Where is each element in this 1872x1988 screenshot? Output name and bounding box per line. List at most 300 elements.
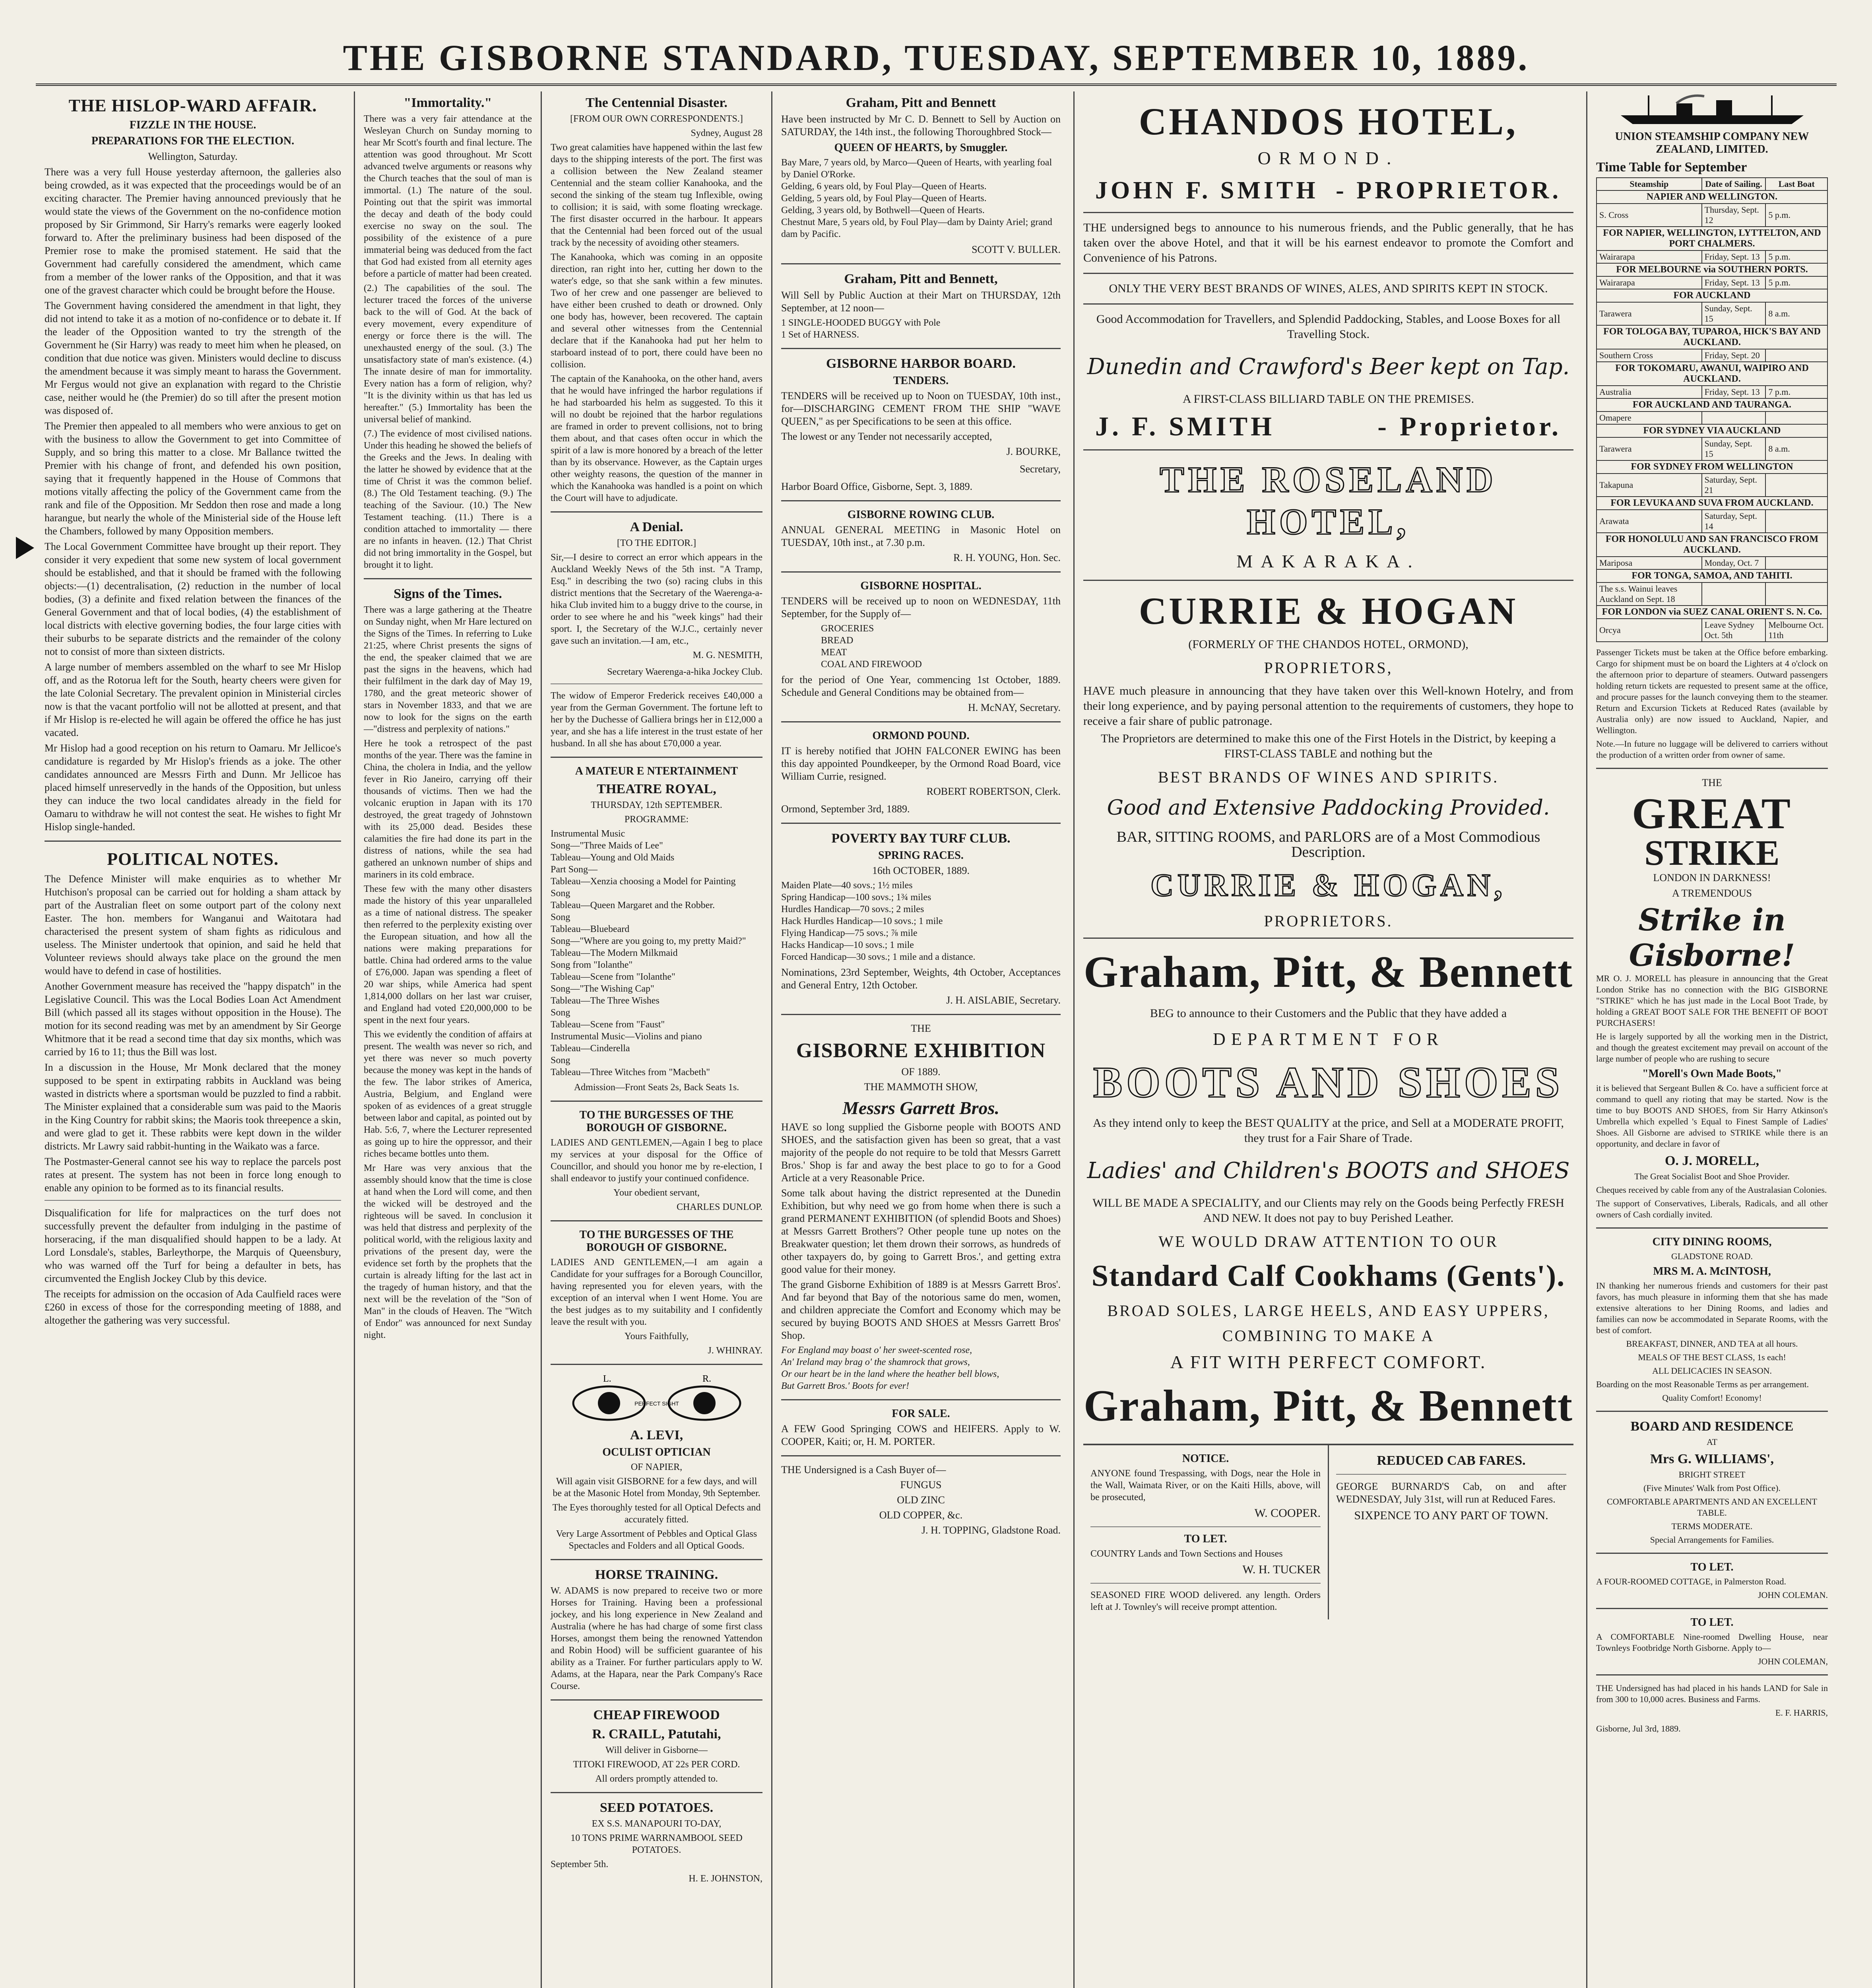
timetable-cell-date (1702, 412, 1766, 424)
timetable-header-row (1597, 178, 1827, 190)
ad-heading: OCULIST OPTICIAN (602, 1446, 711, 1458)
article-paragraph: (2.) The capabilities of the soul. The lecturer traced the forces of the universe back to the will of God. At the back of every movement, every expenditure of energy or force there is the will. The unexhausted energy of the soul. (3.) The unsatisfactory state of man's existence. (4.) The innate desire of man for immortality. Every nation has a form of religion, why? "It is the divinity within us that has led us hereafter." (5.) Immortality has been the universal belief of mankind. (364, 283, 532, 425)
ad-heading: A. LEVI, (630, 1428, 683, 1442)
article-title: "Immortality." (403, 95, 492, 110)
divider (781, 721, 1061, 722)
divider (1596, 1227, 1828, 1229)
ad-heading: THE ROSELAND HOTEL, (1160, 459, 1497, 542)
divider (364, 578, 532, 579)
ad-text: for the period of One Year, commencing 1st October, 1889. Schedule and General Conditions may be obtained from— (781, 674, 1061, 698)
signature: Secretary Waerenga-a-hika Jockey Club. (607, 667, 762, 677)
article-title: POLITICAL NOTES. (107, 849, 279, 869)
timetable-cell-date: Monday, Oct. 7 (1702, 557, 1766, 569)
ad-subheading: WE WOULD DRAW ATTENTION TO OUR (1158, 1233, 1498, 1250)
ad-text: Admission—Front Seats 2s, Back Seats 1s. (574, 1082, 739, 1093)
ad-heading: TO THE BURGESSES OF THE BOROUGH OF GISBORNE. (579, 1229, 734, 1254)
divider (781, 348, 1061, 349)
timetable-cell-date: Leave Sydney Oct. 5th (1702, 619, 1766, 642)
ad-text: ONLY THE VERY BEST BRANDS OF WINES, ALES, AND SPIRITS KEPT IN STOCK. (1109, 282, 1548, 295)
column-5 (1073, 91, 1582, 1988)
ad-subheading: A FIT WITH PERFECT COMFORT. (1170, 1352, 1487, 1372)
timetable-row (1597, 204, 1827, 227)
timetable-cell-date: Sunday, Sept. 15 (1702, 302, 1766, 325)
article-paragraph: Disqualification for life for malpractices on the turf does not successfully prevent the defaulter from indulging in the pastime of horseracing, if the man disqualified should happen to be a lady. At Lord Lonsdale's, stables, Barleythorpe, the Marquis of Queensbury, who was warned off the Turf for being a defaulter in bets, has circumvented the English Jockey Club by this device. (45, 1207, 341, 1284)
article-paragraph: The Postmaster-General cannot see his way to replace the parcels post rates at present. The system has not been in force long enough to enable any opinion to be formed as to its financial results. (45, 1156, 341, 1194)
article-paragraph: The Defence Minister will make enquiries as to whether Mr Hutchison's proposal can be carried out for holding a sham attack by part of the Australian fleet on some outport part of the colony next Easter. The hon. members for Wanganui and Waitotara had characterised the present system of sham fights as ridiculous and useless. The Minister undertook that opinion, and said he held that Volunteer reviews should always take place on the ground the men would have to defend in case of hostilities. (45, 873, 341, 977)
divider (551, 1220, 762, 1221)
bottom-ads (1083, 1444, 1573, 1619)
article-paragraph: The widow of Emperor Frederick receives £40,000 a year from the German Government. The fortune left to her by the Duchesse of Galliera brings her in £12,000 a year, and she has a life interest in the trust estate of her husband. In all she has about £70,000 a year. (551, 691, 762, 749)
article-paragraph: The Premier then appealed to all members who were anxious to get on with the business to allow the Government to get into Committee of Supply, and so bring this matter to a close. Mr Ballance twitted the Premier with his change of front, and defended his own position, saying that it frequently happened in the House of Commons that motions vitally affecting the policy of the Government came from the rank and file of the Opposition. Mr Seddon then rose and made a long harangue, but nearly the whole of the Ministerial side of the House left the Chambers, followed by many Opposition members. (45, 420, 341, 537)
signature: H. McNAY, Secretary. (968, 702, 1061, 713)
ad-text: LONDON IN DARKNESS! (1653, 872, 1771, 883)
timetable-destination: NAPIER AND WELLINGTON. (1597, 190, 1827, 204)
ad-box-left (1083, 1445, 1328, 1619)
article-paragraph: There was a very fair attendance at the Wesleyan Church on Sunday morning to hear Mr Scott's fourth and final lecture. The attention was good throughout. Mr Scott advanced twelve arguments or reasons why the Church teaches that the soul of man is immortal. (1.) The nature of the soul. Pointing out that the spirit was immortal the decay and death of the body could exercise no sway on the soul. The possibility of the existence of a pure immaterial being was deduced from the fact that God had existed from all eternity ages before a particle of matter had been created. (364, 114, 532, 279)
timetable-destination: FOR LONDON via SUEZ CANAL ORIENT S. N. Co. (1597, 606, 1827, 619)
ad-text: GLADSTONE ROAD. (1671, 1251, 1753, 1261)
ad-heading: BOARD AND RESIDENCE (1630, 1419, 1794, 1434)
ad-heading: ORMOND POUND. (872, 730, 970, 742)
timetable-cell-ship: Wairarapa (1597, 250, 1702, 263)
ad-text: AT (1707, 1437, 1717, 1447)
column-2 (354, 91, 541, 1988)
timetable-destination-row (1597, 190, 1827, 204)
ad-text: TENDERS will be received up to noon on WEDNESDAY, 11th September, for the Supply of— (781, 595, 1061, 619)
ad-text: OF 1889. (901, 1066, 941, 1077)
ad-text: BRIGHT STREET (1678, 1470, 1746, 1479)
ad-text: THE Undersigned is a Cash Buyer of— (781, 1464, 946, 1475)
article-paragraph: Sir,—I desire to correct an error which appears in the Auckland Weekly News of the 5th inst. "A Tramp, Esq." in describing the two (so) racing clubs in this district mentions that the Secretary of the Waerenga-a-hika Club invited him to a buggy drive to the course, in order to see where he and his "week kings" had their sport. I, the Secretary of the W.J.C., certainly never gave such an invitation.—I am, etc., (551, 552, 762, 646)
timetable-destination-row (1597, 398, 1827, 412)
ad-text: Have been instructed by Mr C. D. Bennett to Sell by Auction on SATURDAY, the 14th inst., the following Thoroughbred Stock— (781, 113, 1061, 138)
timetable-destination-row (1597, 424, 1827, 437)
divider (1083, 938, 1573, 939)
ad-heading: Graham, Pitt, & Bennett (1083, 1381, 1573, 1431)
ad-text: Yours Faithfully, (624, 1331, 689, 1342)
supply-list: GROCERIES BREAD MEAT COAL AND FIREWOOD (821, 623, 922, 670)
timetable-destination: FOR NAPIER, WELLINGTON, LYTTELTON, AND PORT CHALMERS. (1597, 227, 1827, 250)
ad-text: The Great Socialist Boot and Shoe Provider. (1634, 1171, 1790, 1181)
ad-text: WILL BE MADE A SPECIALITY, and our Clients may rely on the Goods being Perfectly FRESH AND NEW. It does not pay to buy Perished Leather. (1092, 1196, 1564, 1225)
divider (551, 757, 762, 758)
divider (1090, 1526, 1321, 1527)
ad-text: COMFORTABLE APARTMENTS AND AN EXCELLENT TABLE. (1607, 1497, 1817, 1518)
divider (781, 823, 1061, 824)
signature: E. F. HARRIS, (1775, 1708, 1828, 1718)
column-header: Date of Sailing. (1702, 178, 1766, 190)
ad-text: SIXPENCE TO ANY PART OF TOWN. (1354, 1509, 1548, 1522)
ad-text: A FEW Good Springing COWS and HEIFERS. Apply to W. COOPER, Kaiti; or, H. M. PORTER. (781, 1423, 1061, 1447)
timetable-cell-date: Friday, Sept. 13 (1702, 250, 1766, 263)
timetable-destination: FOR SYDNEY VIA AUCKLAND (1597, 424, 1827, 437)
article-paragraph: (7.) The evidence of most civilised nations. Under this heading he showed the beliefs of the Greeks and the Jews. In dealing with the latter he showed by evidence that at the time of Christ it was the common belief. (8.) The Old Testament teaching. (9.) The teaching of the Saviour. (10.) The New Testament teaching. (11.) There is a condition attached to immortality — there are no infants in heaven. (12.) That Christ did not bring immortality in the Gospel, but brought it to light. (364, 429, 532, 570)
ad-subheading: BROAD SOLES, LARGE HEELS, AND EASY UPPERS, (1107, 1302, 1550, 1320)
ad-text: (Five Minutes' Walk from Post Office). (1643, 1483, 1781, 1493)
ad-heading: Graham, Pitt and Bennett, (844, 272, 998, 286)
ad-heading: Strike in Gisborne! (1629, 902, 1795, 973)
timetable-cell-ship: Wairarapa (1597, 276, 1702, 289)
divider (551, 1364, 762, 1365)
ad-text: The support of Conservatives, Liberals, Radicals, and all other owners of Cash cordially invited. (1596, 1198, 1828, 1219)
ad-heading: GISBORNE HARBOR BOARD. (826, 356, 1016, 371)
ad-text: Gisborne, Jul 3rd, 1889. (1596, 1724, 1681, 1734)
ad-heading: Mrs G. WILLIAMS', (1650, 1452, 1774, 1466)
divider (781, 1455, 1061, 1456)
signature: W. H. TUCKER (1242, 1563, 1321, 1576)
ad-text: TITOKI FIREWOOD, AT 22s PER CORD. (573, 1759, 740, 1770)
ad-text: Harbor Board Office, Gisborne, Sept. 3, 1889. (781, 481, 973, 492)
signature: W. COOPER. (1254, 1507, 1321, 1520)
ad-text: it is believed that Sergeant Bullen & Co. have a sufficient force at command to quell any rioting that may be started. Now is the time to buy BOOTS AND SHOES, from Sir Harry Atkinson's Umbrella which expelled 's Equal to Finest Sample of Ladies' Shoes. All Gisborne are advised to STRIKE while there is an opportunity, and declare in favor of (1596, 1083, 1828, 1149)
timetable-cell-ship: Tarawera (1597, 302, 1702, 325)
article-paragraph: The Kanahooka, which was coming in an opposite direction, ran right into her, cutting her down to the water's edge, so that she sank within a few minutes. Two of her crew and one passenger are believed to have either been crushed to death or drowned. Only one body has, however, been recovered. The captain and several other witnesses from the Centennial declare that if the Kanahooka had put her helm to starboard instead of to port, there could have been no collision. (551, 252, 762, 370)
ad-text: W. ADAMS is now prepared to receive two or more Horses for Training. Having been a professional jockey, and his long experience in New Zealand and Australia (where he has had charge of some first class Horses, amongst them being the renowned Yattendon and Robin Hood) will be sufficient guarantee of his ability as a Trainer. For further particulars apply to W. Adams, at the Hapara, near the Park Company's Race Course. (551, 1586, 762, 1691)
ad-text: LADIES AND GENTLEMEN,—I am again a Candidate for your suffrages for a Borough Councillor, having represented you for eleven years, with the exception of an interval when I went Home. You are the best judges as to my suitability and I confidently leave the result with you. (551, 1257, 762, 1327)
timetable-destination: FOR MELBOURNE via SOUTHERN PORTS. (1597, 263, 1827, 276)
eye-label-left: L. (603, 1374, 611, 1384)
timetable-cell-date: Friday, Sept. 20 (1702, 349, 1766, 362)
ad-heading: NOTICE. (1182, 1452, 1229, 1465)
ad-verse: For England may boast o' her sweet-scented rose, An' Ireland may brag o' the shamrock that grows, Or our heart be in the land where the heather bell blows, But Garrett Bros.' Boots for ever! (781, 1345, 999, 1391)
ad-text: Quality Comfort! Economy! (1662, 1393, 1762, 1403)
divider (1596, 1674, 1828, 1675)
signature: J. BOURKE, (1006, 446, 1061, 457)
proprietor-name: JOHN F. SMITH (1095, 177, 1319, 204)
timetable-cell-date: Friday, Sept. 13 (1702, 386, 1766, 398)
timetable-cell-ship: Mariposa (1597, 557, 1702, 569)
timetable-destination-row (1597, 606, 1827, 619)
divider (1090, 1583, 1321, 1584)
ad-heading: A MATEUR E NTERTAINMENT (575, 765, 738, 777)
ad-text: Boarding on the most Reasonable Terms as per arrangement. (1596, 1379, 1809, 1389)
ad-text: IT is hereby notified that JOHN FALCONER EWING has been this day appointed Poundkeeper, by the Ormond Road Board, vice William Currie, resigned. (781, 745, 1061, 782)
ad-text: Your obedient servant, (613, 1188, 700, 1198)
proprietor-title: - Proprietor. (1377, 411, 1562, 441)
ad-text: He is largely supported by all the working men in the District, and though the greatest excitement may prevail on account of the large number of people who are rushing to secure (1596, 1031, 1828, 1064)
divider (551, 1792, 762, 1793)
timetable-cell-time: 5 p.m. (1765, 204, 1827, 227)
timetable-cell-ship: Takapuna (1597, 474, 1702, 497)
spectacles-eyes-icon (569, 1372, 744, 1424)
race-list: Maiden Plate—40 sovs.; 1½ miles Spring Handicap—100 sovs.; 1¾ miles Hurdles Handicap—70 sovs.; 2 miles Hack Hurdles Handicap—10 sovs.; 1 mile Flying Handicap—75 sovs.; ⅞ mile Hacks Handicap—10 sovs.; 1 mile Forced Handicap—30 sovs.; 1 mile and a distance. (781, 880, 976, 962)
divider (1083, 273, 1573, 274)
divider (551, 683, 762, 684)
timetable-cell-date: Saturday, Sept. 14 (1702, 510, 1766, 533)
timetable-row (1597, 582, 1827, 606)
divider (551, 1559, 762, 1560)
proprietor-title: - PROPRIETOR. (1336, 177, 1562, 204)
ad-date: 16th OCTOBER, 1889. (872, 865, 970, 876)
masthead (36, 32, 1837, 86)
timetable-destination-row (1597, 460, 1827, 474)
timetable-cell-date: Thursday, Sept. 12 (1702, 204, 1766, 227)
divider (1083, 303, 1573, 305)
divider (1596, 1411, 1828, 1412)
column-4 (771, 91, 1069, 1988)
ad-subheading: ORMOND. (1257, 148, 1399, 168)
source-line: [FROM OUR OWN CORRESPONDENTS.] (570, 114, 743, 124)
ad-heading: "Morell's Own Made Boots," (1642, 1068, 1782, 1080)
ad-text: THE undersigned begs to announce to his numerous friends, and the Public generally, that he has taken over the above Hotel, and that it will be his earnest endeavor to promote the Comfort and Convenience of his Patrons. (1083, 221, 1573, 264)
divider (1596, 1553, 1828, 1554)
ad-text: ANNUAL GENERAL MEETING in Masonic Hotel on TUESDAY, 10th inst., at 7.30 p.m. (781, 524, 1061, 548)
ad-heading: HORSE TRAINING. (595, 1567, 718, 1582)
timetable-destination-row (1597, 325, 1827, 349)
ad-text: OLD COPPER, &c. (879, 1509, 963, 1521)
signature: Secretary, (1020, 463, 1061, 475)
ad-subheading: COMBINING TO MAKE A (1222, 1327, 1435, 1345)
article-paragraph: The Government having considered the amendment in that light, they did not intend to take it as a motion of no-confidence or to debate it. If the leader of the Opposition wanted to try the strength of the Government he (Sir Harry) was ready to meet him when he pleased, on condition that due notice was given. Ministers would decline to discuss the amendment because it was simply meant to harass the Government. Mr Fergus would not give an explanation with regard to the Christie case, neither would he (the Premier) do so till after the present motion was disposed of. (45, 300, 341, 416)
article-paragraph: Two great calamities have happened within the last few days to the shipping interests of the port. The first was a collision between the New Zealand steamer Centennial and the steam collier Kanahooka, and the second the sinking of the steam tug Inflexible, owing to collision; it is said, with some floating wreckage. The first disaster occurred in the harbour. It appears that the Centennial had been forced out of the usual track by the necessity of avoiding other steamers. (551, 142, 762, 248)
ad-text: THE (1702, 777, 1722, 788)
timetable-cell-ship: S. Cross (1597, 204, 1702, 227)
item-list: 1 SINGLE-HOODED BUGGY with Pole 1 Set of HARNESS. (781, 318, 941, 340)
article-paragraph: Mr Hislop had a good reception on his return to Oamaru. Mr Jellicoe's candidature is regarded by Mr Hislop's friends as a joke. The other candidates announced are Messrs Firth and Dunn. Mr Jellicoe has placed himself unreservedly in the hands of the Opposition, but unless they can induce the two local candidates already in the field for Oamaru to withdraw he will not contest the seat. He wishes to fight Mr Hislop single-handed. (45, 742, 341, 833)
signature: SCOTT V. BULLER. (972, 244, 1061, 255)
timetable-destination-row (1597, 227, 1827, 250)
divider (781, 1014, 1061, 1015)
timetable-row (1597, 437, 1827, 460)
timetable-destination-row (1597, 289, 1827, 302)
divider (1083, 212, 1573, 213)
signature: R. H. YOUNG, Hon. Sec. (953, 552, 1061, 563)
ad-text: LADIES AND GENTLEMEN,—Again I beg to place my services at your disposal for the Office of Councillor, and should you honor me by re-election, I shall endeavor to justify your continued confidence. (551, 1138, 762, 1184)
timetable-cell-time (1765, 474, 1827, 497)
article-subtitle: FIZZLE IN THE HOUSE. (129, 119, 256, 131)
timetable-cell-ship: Tarawera (1597, 437, 1702, 460)
ad-text: As they intend only to keep the BEST QUALITY at the price, and Sell at a MODERATE PROFIT, they trust for a Fair Share of Trade. (1092, 1116, 1564, 1145)
signature: J. H. TOPPING, Gladstone Road. (921, 1524, 1061, 1536)
ad-heading: SEED POTATOES. (599, 1800, 714, 1815)
timetable-row (1597, 557, 1827, 569)
article-paragraph: There was a very full House yesterday afternoon, the galleries also being crowded, as it was expected that the proceedings would be of an exciting character. The Premier having announced previously that he would state the views of the Government on the no-confidence motion proposed by Sir Grimmond, Sir Harry's remarks were eagerly looked forward to. After the preliminary business had been disposed of the Premier rose to make the promised statement. He said that the Government had carefully considered the amendment, which came from a member of the lower ranks of the Opposition, and that it was one of the gravest character which could be brought before the House. (45, 166, 341, 296)
article-title: The Centennial Disaster. (586, 95, 727, 110)
timetable-cell-time: 5 p.m. (1765, 250, 1827, 263)
ad-subheading: SPRING RACES. (878, 849, 964, 862)
timetable-cell-date: Saturday, Sept. 21 (1702, 474, 1766, 497)
column-header: Last Boat (1765, 178, 1827, 190)
column-1 (36, 91, 350, 1988)
ad-text: The grand Gisborne Exhibition of 1889 is at Messrs Garrett Bros'. And far beyond that Bay of the notorious same do men, women, and children appreciate the Comfort and Economy which may be secured by buying BOOTS AND SHOES at Messrs Garrett Bros' Shop. (781, 1279, 1061, 1341)
timetable-cell-time: 8 a.m. (1765, 302, 1827, 325)
ad-heading: GISBORNE HOSPITAL. (860, 580, 982, 592)
article-paragraph: This we evidently the condition of affairs at present. The wealth was never so rich, and yet there was never so much poverty because the money was kept in the hands of the few. The labor strikes of America, Austria, Belgium, and England were spoken of as evidences of a great struggle between labor and capital, as pointed out by Hab. 5:6, 7, where the Lecturer represented as going up to hire the oppressor, and their riches became bottles unto them. (364, 1029, 532, 1159)
timetable-destination: FOR AUCKLAND (1597, 289, 1827, 302)
timetable-cell-time: 5 p.m. (1765, 276, 1827, 289)
timetable-cell-ship: Arawata (1597, 510, 1702, 533)
ad-text: OF NAPIER, (630, 1462, 683, 1472)
ad-subheading: BEST BRANDS OF WINES AND SPIRITS. (1158, 768, 1499, 786)
ad-text: September 5th. (551, 1859, 609, 1870)
ad-text: BEG to announce to their Customers and the Public that they have added a (1150, 1007, 1507, 1020)
timetable-cell-time: 8 a.m. (1765, 437, 1827, 460)
ad-text: A FIRST-CLASS BILLIARD TABLE ON THE PREMISES. (1183, 392, 1474, 406)
timetable-row (1597, 412, 1827, 424)
timetable-destination-row (1597, 569, 1827, 582)
ad-heading: MRS M. A. McINTOSH, (1653, 1265, 1771, 1277)
stock-list: Bay Mare, 7 years old, by Marco—Queen of Hearts, with yearling foal by Daniel O'Rorke. Gelding, 6 years old, by Foul Play—Queen of Hearts. Gelding, 5 years old, by Foul Play—Queen of Hearts. Gelding, 3 years old, by Bothwell—Queen of Hearts. Chestnut Mare, 5 years old, by Foul Play—dam by Dainty Ariel; grand dam by Pacific. (781, 157, 1052, 239)
article-paragraph: There was a large gathering at the Theatre on Sunday night, when Mr Hare lectured on the Signs of the Times. In referring to Luke 21:25, where Christ presents the signs of the end, the speaker claimed that we are past the signs in the heavens, which had their fulfilment in the dark day of May 19, 1780, and the great meteoric shower of stars in November 1833, and that we are now to look for the signs on the earth—"distress and perplexity of nations." (364, 605, 532, 734)
ad-text: The Proprietors are determined to make this one of the First Hotels in the District, by keeping a FIRST-CLASS TABLE and nothing but the (1101, 732, 1556, 760)
ad-text: Ormond, September 3rd, 1889. (781, 803, 910, 815)
timetable-destination-row (1597, 497, 1827, 510)
ad-heading: Standard Calf Cookhams (Gents'). (1091, 1259, 1565, 1293)
ad-heading: CURRIE & HOGAN (1139, 590, 1518, 632)
ad-box-right (1328, 1445, 1573, 1619)
timetable-notes: Note.—In future no luggage will be delivered to carriers without the production of a written order from owner of same. (1596, 739, 1828, 760)
timetable-cell-time: 7 p.m. (1765, 386, 1827, 398)
ad-subheading: PROPRIETORS. (1264, 912, 1393, 930)
ad-heading: GISBORNE ROWING CLUB. (847, 509, 995, 521)
timetable-row (1597, 349, 1827, 362)
article-subtitle: PREPARATIONS FOR THE ELECTION. (91, 135, 295, 147)
timetable-cell-ship: The s.s. Wainui leaves Auckland on Sept. 18 (1597, 582, 1702, 606)
timetable-destination: FOR LEVUKA AND SUVA FROM AUCKLAND. (1597, 497, 1827, 510)
divider (1083, 449, 1573, 450)
ad-text: HAVE much pleasure in announcing that they have taken over this Well-known Hotelry, and from their long experience, and by paying personal attention to the requirements of customers, they hope to receive a fair share of public patronage. (1083, 684, 1573, 728)
ad-heading: GISBORNE EXHIBITION (796, 1039, 1046, 1062)
source-line: [TO THE EDITOR.] (617, 538, 696, 548)
divider (45, 841, 341, 842)
ad-heading: FOR SALE. (892, 1408, 950, 1420)
article-paragraph: Mr Hare was very anxious that the assembly should know that the time is close at hand when the Lord will come, and then the wicked will be destroyed and the righteous will be saved. In conclusion it was held that distress and perplexity of the political world, with the religious laxity and privations of the present day, were the evidence set forth by the prophets that the curtain is already lifting for the last act in the tragedy of human history, and that the next will be the revelation of the "Son of Man" in the clouds of Heaven. The "Witch of Endor" was announced for next Sunday night. (364, 1163, 532, 1340)
column-6 (1586, 91, 1837, 1988)
ad-heading: Graham, Pitt and Bennett (846, 95, 996, 110)
ad-text: Will Sell by Public Auction at their Mart on THURSDAY, 12th September, at 12 noon— (781, 289, 1061, 314)
ad-text: MR O. J. MORELL has pleasure in announcing that the Great London Strike has no connection with the BIG GISBORNE "STRIKE" which he has just made in the Local Boot Trade, by holding a GREAT BOOT SALE FOR THE BENEFIT OF BOOT PURCHASERS! (1596, 973, 1828, 1028)
ad-text: THE (911, 1023, 931, 1034)
article-title: A Denial. (630, 520, 683, 534)
ad-heading: CITY DINING ROOMS, (1652, 1236, 1772, 1248)
column-header: Steamship (1597, 178, 1702, 190)
article-paragraph: The Local Government Committee have brought up their report. They consider it very expedient that some new system of local government should be established, and that it should be framed with the following objects:—(1) decentralisation, (2) reduction in the number of local bodies, (3) a definite and fixed relation between the finances of the General Government and that of local bodies, (4) the establishment of local districts with elective governing bodies, the four large cities with their suburbs to be separate districts and the remainder of the colony not to consist of more than sixteen districts. (45, 541, 341, 657)
ad-heading: Messrs Garrett Bros. (842, 1098, 999, 1118)
ad-text: Nominations, 23rd September, Weights, 4th October, Acceptances and General Entry, 12th October. (781, 967, 1061, 991)
ad-heading: POVERTY BAY TURF CLUB. (831, 831, 1011, 846)
ad-text: COUNTRY Lands and Town Sections and Houses (1090, 1549, 1283, 1559)
ad-text: GEORGE BURNARD'S Cab, on and after WEDNESDAY, July 31st, will run at Reduced Fares. (1336, 1481, 1566, 1505)
timetable-destination: FOR HONOLULU AND SAN FRANCISCO FROM AUCKLAND. (1597, 533, 1827, 557)
timetable-cell-time (1765, 557, 1827, 569)
eye-label-right: R. (702, 1374, 711, 1384)
ad-text: OLD ZINC (897, 1494, 945, 1506)
timetable-destination: FOR TOKOMARU, AWANUI, WAIPIRO AND AUCKLAND. (1597, 362, 1827, 386)
column-3 (541, 91, 771, 1988)
timetable-row (1597, 619, 1827, 642)
ad-text: ALL DELICACIES IN SEASON. (1652, 1366, 1772, 1376)
ad-heading: Graham, Pitt, & Bennett (1083, 947, 1573, 997)
ad-heading: TO LET. (1184, 1533, 1227, 1545)
ad-text: A TREMENDOUS (1672, 887, 1752, 899)
ad-heading: QUEEN OF HEARTS, by Smuggler. (834, 142, 1008, 154)
ad-text: ANYONE found Trespassing, with Dogs, near the Hole in the Wall, Waimata River, or on the Kaiti Hills, above, will be prosecuted, (1090, 1468, 1321, 1503)
ad-text: The Eyes thoroughly tested for all Optical Defects and accurately fitted. (552, 1503, 761, 1525)
timetable-row (1597, 386, 1827, 398)
article-title: Signs of the Times. (394, 586, 502, 601)
article-paragraph: The receipts for admission on the occasion of Ada Caulfield races were £260 in excess of those for the corresponding meeting of 1888, and altogether the gathering was very successful. (45, 1288, 341, 1326)
ad-subheading: PROGRAMME: (624, 814, 689, 825)
article-title: THE HISLOP-WARD AFFAIR. (68, 96, 317, 115)
ad-text: Special Arrangements for Families. (1650, 1535, 1774, 1545)
ad-text: IN thanking her numerous friends and customers for their past favors, has much pleasure in informing them that she has made extensive alterations to her Dining Rooms, and ladies and families can now be accommodated in Separate Rooms, with the best of comfort. (1596, 1281, 1828, 1335)
ad-text: HAVE so long supplied the Gisborne people with BOOTS AND SHOES, and the satisfaction given has been so great, that a vast majority of the people do not require to be told that Messrs Garrett Bros.' Shop is far and away the best place to go to for a Good Article at a very Reasonable Price. (781, 1121, 1061, 1184)
pointing-hand-icon (16, 537, 34, 559)
proprietor-bar (1095, 411, 1562, 442)
divider (781, 571, 1061, 573)
ad-text: SEASONED FIRE WOOD delivered. any length. Orders left at J. Townley's will receive prompt attention. (1090, 1590, 1321, 1612)
timetable-destination: FOR AUCKLAND AND TAURANGA. (1597, 398, 1827, 412)
ad-text: TENDERS will be received up to Noon on TUESDAY, 10th inst., for—DISCHARGING CEMENT FROM THE SHIP "WAVE QUEEN," as per Specifications to be seen at this office. (781, 390, 1061, 427)
ad-heading: TO LET. (1690, 1561, 1734, 1573)
dateline: Sydney, August 28 (691, 128, 762, 138)
divider (551, 1101, 762, 1102)
masthead-title: THE GISBORNE STANDARD, TUESDAY, SEPTEMBER 10, 1889. (343, 37, 1530, 78)
ad-text: TERMS MODERATE. (1671, 1521, 1753, 1531)
ad-text: A FOUR-ROOMED COTTAGE, in Palmerston Road. (1596, 1576, 1786, 1586)
timetable-row (1597, 474, 1827, 497)
divider (1596, 768, 1828, 769)
article-paragraph: Here he took a retrospect of the past months of the year. There was the famine in China, the cholera in India, and the yellow fever in Rio Janeiro, carrying off their thousands of victims. Then we had the volcanic eruption in Japan with its 170 destroyed, the great tragedy of Johnstown with its 25,000 dead. Besides these calamities the fire had done its part in the distress of nations, while the sea had gathered an unknown number of ships and mariners in its cold embrace. (364, 738, 532, 880)
ad-text: A COMFORTABLE Nine-roomed Dwelling House, near Townleys Footbridge North Gisborne. Apply to— (1596, 1632, 1828, 1653)
timetable-cell-ship: Australia (1597, 386, 1702, 398)
signature: JOHN COLEMAN, (1758, 1656, 1828, 1666)
timetable-cell-ship: Omapere (1597, 412, 1702, 424)
signature: CHARLES DUNLOP. (676, 1202, 762, 1212)
ad-subheading: DEPARTMENT FOR (1213, 1029, 1444, 1049)
timetable-destination: FOR TONGA, SAMOA, AND TAHITI. (1597, 569, 1827, 582)
signature: JOHN COLEMAN. (1758, 1590, 1828, 1600)
ad-text: Some talk about having the district represented at the Dunedin Exhibition, but why need we go from home when there is such a grand PERMANENT EXHIBITION (of splendid Boots and Shoes) at Messrs Garrett Brothers'? Other people tune up notes on the Breakwater question; let them drown their sorrows, as hundreds of other taxpayers do, by going to Garrett Bros.', and getting extra good value for their money. (781, 1187, 1061, 1275)
signature: J. H. AISLABIE, Secretary. (946, 994, 1061, 1006)
ad-heading: UNION STEAMSHIP COMPANY NEW ZEALAND, LIMITED. (1615, 130, 1809, 155)
ad-slogan: Dunedin and Crawford's Beer kept on Tap. (1087, 354, 1570, 380)
divider (781, 500, 1061, 501)
ad-text: Will deliver in Gisborne— (605, 1745, 708, 1755)
divider (551, 511, 762, 513)
ad-heading: TO LET. (1690, 1616, 1734, 1629)
signature: ROBERT ROBERTSON, Clerk. (926, 786, 1061, 797)
timetable (1596, 177, 1828, 642)
ad-text: MEALS OF THE BEST CLASS, 1s each! (1638, 1352, 1786, 1362)
ad-heading: CHANDOS HOTEL, (1139, 100, 1518, 143)
ad-heading: GREAT (1631, 789, 1792, 838)
article-paragraph: Another Government measure has received the "happy dispatch" in the Legislative Council. This was the Local Bodies Loan Act Amendment Bill (which passed all its stages without opposition in the House). The motion for its second reading was met by an amendment by Sir George Whitmore that it be read a second time that day six months, which was carried by 16 to 11; thus the Bill was lost. (45, 980, 341, 1058)
timetable-cell-date (1702, 582, 1766, 606)
eye-caption: PERFECT SIGHT (634, 1400, 679, 1407)
timetable-destination: FOR TOLOGA BAY, TUPAROA, HICK'S BAY AND AUCKLAND. (1597, 325, 1827, 349)
ad-text: Good Accommodation for Travellers, and Splendid Paddocking, Stables, and Loose Boxes for all Travelling Stock. (1096, 313, 1561, 341)
ad-text: Very Large Assortment of Pebbles and Optical Glass Spectacles and Folders and all Optical Goods. (556, 1529, 757, 1551)
ad-text: THE Undersigned has had placed in his hands LAND for Sale in from 300 to 10,000 acres. Business and Farms. (1596, 1683, 1828, 1704)
timetable-title: Time Table for September (1596, 160, 1747, 175)
ad-text: FUNGUS (900, 1479, 942, 1491)
timetable-cell-time (1765, 349, 1827, 362)
ad-text: EX S.S. MANAPOURI TO-DAY, (592, 1819, 722, 1829)
programme-list: Instrumental Music Song—"Three Maids of Lee" Tableau—Young and Old Maids Part Song— Tableau—Xenzia choosing a Model for Painting Song Tableau—Queen Margaret and the Robber. Song Tableau—Bluebeard Song—"Where are you going to, my pretty Maid?" Tableau—The Modern Milkmaid Song from "Iolanthe" Tableau—Scene from "Iolanthe" Song—"The Wishing Cap" Tableau—The Three Wishes Song Tableau—Scene from "Faust" Instrumental Music—Violins and piano Tableau—Cinderella Song Tableau—Three Witches from "Macbeth" (551, 829, 746, 1077)
ad-text: Cheques received by cable from any of the Australasian Colonies. (1596, 1185, 1827, 1195)
timetable-cell-time (1765, 412, 1827, 424)
timetable-row (1597, 250, 1827, 263)
ad-heading: BOOTS AND SHOES (1093, 1058, 1564, 1107)
proprietor-name: J. F. SMITH (1095, 411, 1275, 441)
timetable-cell-time (1765, 582, 1827, 606)
timetable-row (1597, 276, 1827, 289)
signature: M. G. NESMITH, (693, 650, 762, 660)
divider (781, 1399, 1061, 1400)
ad-slogan: Good and Extensive Paddocking Provided. (1107, 796, 1550, 820)
ad-text: The lowest or any Tender not necessarily accepted, (781, 431, 992, 442)
